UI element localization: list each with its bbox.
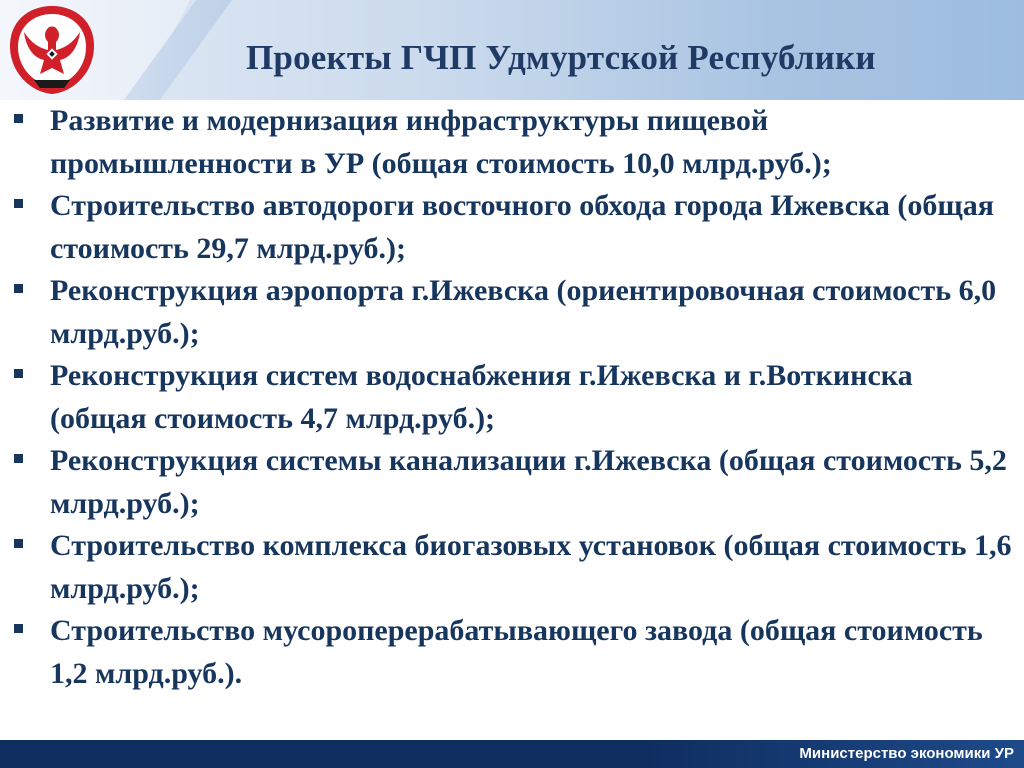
list-item bbox=[14, 355, 1014, 440]
list-item-text: Развитие и модернизация инфраструктуры пищевой промышленности в УР (общая стоимость 10,0 млрд.руб.); bbox=[50, 104, 832, 180]
list-item-text: Строительство комплекса биогазовых установок (общая стоимость 1,6 млрд.руб.); bbox=[50, 529, 1012, 605]
list-item-text: Реконструкция системы канализации г.Ижевска (общая стоимость 5,2 млрд.руб.); bbox=[50, 444, 1007, 520]
bullet-marker-icon bbox=[14, 284, 23, 293]
list-item-text: Реконструкция аэропорта г.Ижевска (ориентировочная стоимость 6,0 млрд.руб.); bbox=[50, 274, 997, 350]
list-item-text: Реконструкция систем водоснабжения г.Ижевска и г.Воткинска (общая стоимость 4,7 млрд.руб.); bbox=[50, 359, 913, 435]
footer-ministry-label: Министерство экономики УР bbox=[799, 745, 1014, 762]
list-item bbox=[14, 525, 1014, 610]
list-item bbox=[14, 610, 1014, 695]
bullet-marker-icon bbox=[14, 539, 23, 548]
bullet-marker-icon bbox=[14, 114, 23, 123]
list-item-text: Строительство мусороперерабатывающего завода (общая стоимость 1,2 млрд.руб.). bbox=[50, 614, 983, 690]
page-title: Проекты ГЧП Удмуртской Республики bbox=[246, 38, 876, 77]
list-item bbox=[14, 270, 1014, 355]
bullet-marker-icon bbox=[14, 369, 23, 378]
projects-list bbox=[14, 100, 1014, 695]
footer-bar bbox=[0, 740, 1024, 768]
bullet-marker-icon bbox=[14, 454, 23, 463]
udmurtia-coat-of-arms-icon bbox=[4, 2, 100, 98]
list-item bbox=[14, 440, 1014, 525]
bullet-marker-icon bbox=[14, 199, 23, 208]
bullet-marker-icon bbox=[14, 624, 23, 633]
list-item-text: Строительство автодороги восточного обхода города Ижевска (общая стоимость 29,7 млрд.руб.); bbox=[50, 189, 994, 265]
list-item bbox=[14, 185, 1014, 270]
list-item bbox=[14, 100, 1014, 185]
